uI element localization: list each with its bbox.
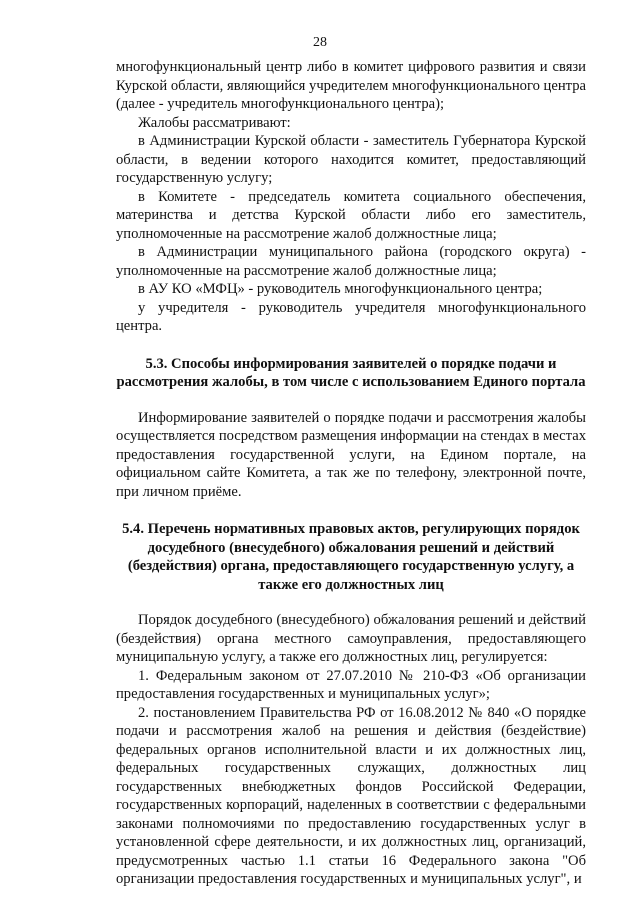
spacer (116, 336, 586, 355)
page-number: 28 (313, 35, 327, 50)
section-5-4-heading: 5.4. Перечень нормативных правовых актов, регулирующих порядок досудебного (внесудебного) обжалования решений и действий (бездействия) органа, предоставляющего государственную услугу, а также его должностных лиц (122, 521, 580, 593)
page-content (116, 58, 586, 889)
complaint-item-committee: в Комитете - председатель комитета социального обеспечения, материнства и детства Курской области либо его заместитель, уполномоченные на рассмотрение жалоб должностные лица; (116, 188, 586, 242)
section-5-3-paragraph: Информирование заявителей о порядке подачи и рассмотрения жалобы осуществляется посредством размещения информации на стендах в местах предоставления государственной услуги, на Едином портале, на официальном сайте Комитета, а так же по телефону, электронной почте, при личном приёме. (116, 409, 586, 500)
spacer (116, 501, 586, 520)
complaint-item-governor: в Администрации Курской области - заместитель Губернатора Курской области, в ведении которого находится комитет, предоставляющий государственную услугу; (116, 133, 586, 186)
spacer (116, 392, 586, 409)
intro-paragraph: многофункциональный центр либо в комитет цифрового развития и связи Курской области, являющийся учредителем многофункционального центра (далее - учредитель многофункционального центра); (116, 59, 586, 112)
section-5-3-heading: 5.3. Способы информирования заявителей о порядке подачи и рассмотрения жалобы, в том числе с использованием Единого портала (116, 355, 586, 390)
complaint-item-founder: у учредителя - руководитель учредителя многофункционального центра. (116, 299, 586, 334)
law-item-210fz: 1. Федеральным законом от 27.07.2010 № 210-ФЗ «Об организации предоставления государственных и муниципальных услуг»; (116, 667, 586, 702)
complaints-header: Жалобы рассматривают: (138, 114, 291, 131)
complaint-item-mfc: в АУ КО «МФЦ» - руководитель многофункционального центра; (138, 281, 543, 297)
section-5-4-paragraph: Порядок досудебного (внесудебного) обжалования решений и действий (бездействия) органа местного самоуправления, предоставляющего муниципальную услугу, а также его должностных лиц, регулируется: (116, 612, 586, 665)
complaint-item-municipal: в Администрации муниципального района (городского округа) - уполномоченные на рассмотрение жалоб должностные лица; (116, 244, 586, 279)
spacer (116, 594, 586, 611)
law-item-840: 2. постановлением Правительства РФ от 16.08.2012 № 840 «О порядке подачи и рассмотрения жалоб на решения и действия (бездействие) федеральных органов исполнительной власти и их должностных лиц, федеральных государственных служащих, должностных лиц государственных внебюджетных фондов Российской Федерации, государственных корпораций, наделенных в соответствии с федеральными законами полномочиями по предоставлению государственных услуг в установленной сфере деятельности, и их должностных лиц, организаций, предусмотренных частью 1.1 статьи 16 Федерального закона "Об организации предоставления государственных и муниципальных услуг", и (116, 704, 586, 887)
